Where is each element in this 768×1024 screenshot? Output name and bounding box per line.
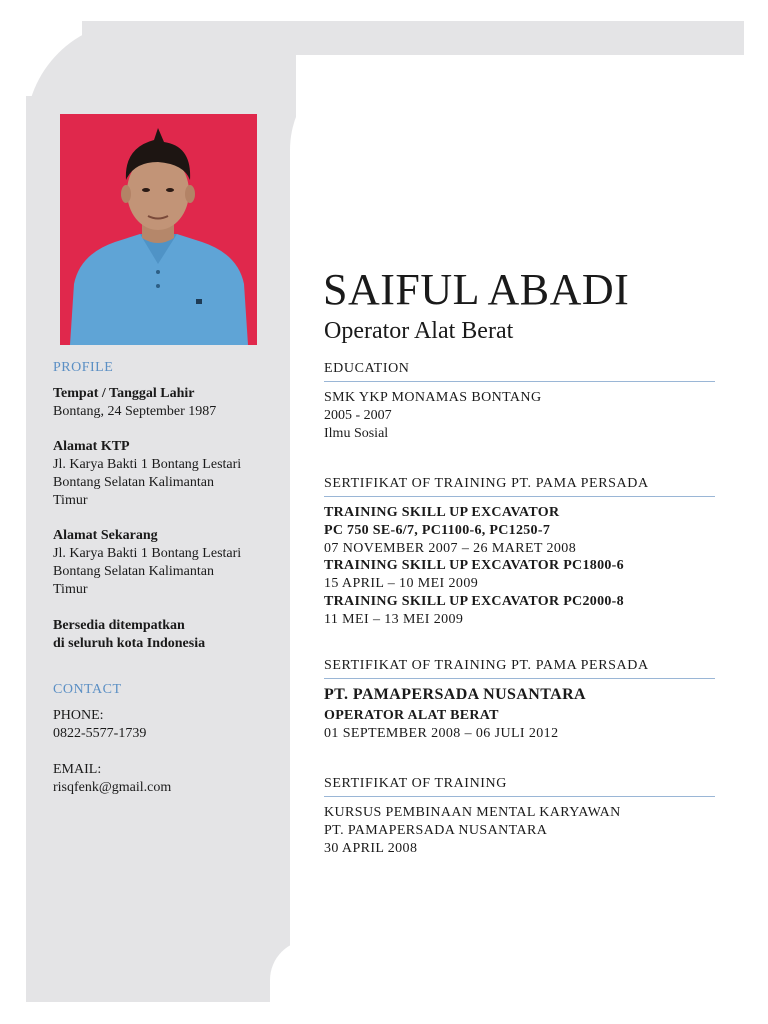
education-school: SMK YKP MONAMAS BONTANG xyxy=(324,390,542,405)
education-years: 2005 - 2007 xyxy=(324,408,392,423)
training-item-date: 15 APRIL – 10 MEI 2009 xyxy=(324,576,479,591)
candidate-role: Operator Alat Berat xyxy=(324,318,514,344)
person-portrait-image xyxy=(60,114,257,345)
phone-value: 0822-5577-1739 xyxy=(53,726,147,741)
ktp-address-label: Alamat KTP xyxy=(53,439,130,454)
ktp-address-line: Jl. Karya Bakti 1 Bontang Lestari xyxy=(53,457,242,472)
ktp-address-line: Timur xyxy=(53,493,88,508)
birth-value: Bontang, 24 September 1987 xyxy=(53,404,217,419)
training-item-title: TRAINING SKILL UP EXCAVATOR PC2000-8 xyxy=(324,594,624,609)
training-item-date: 11 MEI – 13 MEI 2009 xyxy=(324,612,464,627)
experience-company: PT. PAMAPERSADA NUSANTARA xyxy=(324,686,586,703)
training-item-title: TRAINING SKILL UP EXCAVATOR xyxy=(324,505,560,520)
training2-date: 30 APRIL 2008 xyxy=(324,841,418,856)
current-address-label: Alamat Sekarang xyxy=(53,528,158,543)
education-section-title: EDUCATION xyxy=(324,360,715,382)
email-label: EMAIL: xyxy=(53,762,102,777)
training2-section-title: SERTIFIKAT OF TRAINING xyxy=(324,775,715,797)
training-item-title: TRAINING SKILL UP EXCAVATOR PC1800-6 xyxy=(324,558,624,573)
profile-heading: PROFILE xyxy=(53,360,114,375)
training2-organizer: PT. PAMAPERSADA NUSANTARA xyxy=(324,823,548,838)
training-item-models: PC 750 SE-6/7, PC1100-6, PC1250-7 xyxy=(324,523,551,538)
birth-label: Tempat / Tanggal Lahir xyxy=(53,386,195,401)
email-value: risqfenk@gmail.com xyxy=(53,780,172,795)
experience-period: 01 SEPTEMBER 2008 – 06 JULI 2012 xyxy=(324,726,559,741)
training-section-title: SERTIFIKAT OF TRAINING PT. PAMA PERSADA xyxy=(324,475,715,497)
contact-heading: CONTACT xyxy=(53,682,122,697)
education-major: Ilmu Sosial xyxy=(324,426,389,441)
candidate-name: SAIFUL ABADI xyxy=(323,265,630,314)
training2-course: KURSUS PEMBINAAN MENTAL KARYAWAN xyxy=(324,805,621,820)
current-address-line: Bontang Selatan Kalimantan xyxy=(53,564,214,579)
experience-position: OPERATOR ALAT BERAT xyxy=(324,708,499,723)
current-address-line: Jl. Karya Bakti 1 Bontang Lestari xyxy=(53,546,242,561)
experience-section-title: SERTIFIKAT OF TRAINING PT. PAMA PERSADA xyxy=(324,657,715,679)
profile-photo xyxy=(60,114,257,345)
training-item-date: 07 NOVEMBER 2007 – 26 MARET 2008 xyxy=(324,541,577,556)
relocation-note: di seluruh kota Indonesia xyxy=(53,636,206,651)
ktp-address-line: Bontang Selatan Kalimantan xyxy=(53,475,214,490)
phone-label: PHONE: xyxy=(53,708,104,723)
current-address-line: Timur xyxy=(53,582,88,597)
relocation-note: Bersedia ditempatkan xyxy=(53,618,185,633)
